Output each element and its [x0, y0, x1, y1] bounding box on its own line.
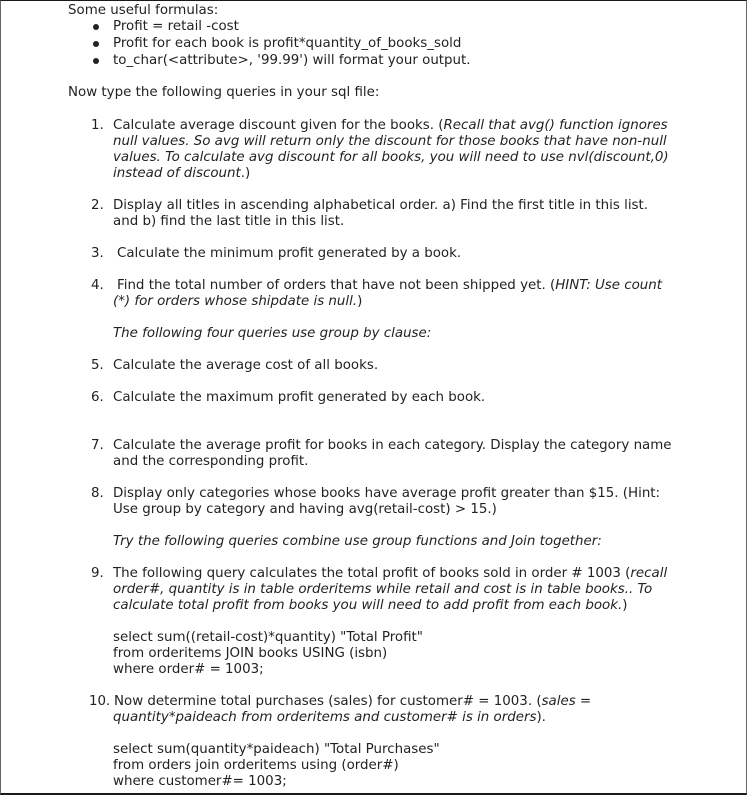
- question-10-close: ).: [536, 710, 546, 725]
- question-1-text: Calculate average discount given for the books. (: [113, 118, 444, 133]
- question-6-text: Calculate the maximum profit generated by each book.: [113, 390, 486, 405]
- question-2-text: and b) find the last title in this list.: [113, 214, 345, 229]
- question-number: 4.: [91, 278, 104, 293]
- instruction-text: Now type the following queries in your sql file:: [68, 85, 380, 100]
- question-1-hint: values. To calculate avg discount for all books, you will need to use nvl(discount,0): [113, 150, 669, 165]
- question-1-line: [113, 166, 250, 182]
- question-4-hint: (*) for orders whose shipdate is null.: [113, 294, 358, 309]
- question-9-hint: order#, quantity is in table orderitems while retail and cost is in table books.. To: [113, 582, 653, 597]
- question-3-text: Calculate the minimum profit generated by a book.: [117, 246, 462, 261]
- formulas-heading: Some useful formulas:: [68, 3, 219, 18]
- question-4-close: ): [357, 294, 363, 309]
- question-1-close: .): [240, 166, 251, 181]
- join-note: Try the following queries combine use group functions and Join together:: [113, 534, 602, 549]
- sql-line: from orders join orderitems using (order#): [113, 758, 399, 773]
- question-4-text: Find the total number of orders that have not been shipped yet. (: [117, 278, 556, 293]
- bullet-icon: [93, 58, 99, 64]
- question-9-line: [113, 566, 667, 582]
- question-number: 10.: [89, 694, 111, 709]
- sql-line: select sum((retail-cost)*quantity) "Total Profit": [113, 630, 423, 645]
- formula-item: Profit for each book is profit*quantity_of_books_sold: [113, 36, 462, 51]
- sql-line: from orderitems JOIN books USING (isbn): [113, 646, 388, 661]
- question-8-text: Use group by category and having avg(retail-cost) > 15.): [113, 502, 497, 517]
- group-by-note: The following four queries use group by clause:: [113, 326, 432, 341]
- sql-line: select sum(quantity*paideach) "Total Purchases": [113, 742, 440, 757]
- question-2-text: Display all titles in ascending alphabetical order. a) Find the first title in this list.: [113, 198, 649, 213]
- question-10-text: Now determine total purchases (sales) for customer# = 1003. (: [114, 694, 542, 709]
- question-1-hint: null values. So avg will return only the discount for those books that have non-null: [113, 134, 667, 149]
- sql-line: where customer#= 1003;: [113, 774, 287, 789]
- question-10-hint: quantity*paideach from orderitems and customer# is in orders: [113, 710, 537, 725]
- formula-item: to_char(<attribute>, '99.99') will format your output.: [113, 53, 471, 68]
- question-number: 2.: [91, 198, 104, 213]
- question-number: 9.: [91, 566, 104, 581]
- question-10-hint: sales =: [541, 694, 592, 709]
- question-4-hint: HINT: Use count: [555, 278, 663, 293]
- question-number: 1.: [91, 118, 104, 133]
- question-number: 5.: [91, 358, 104, 373]
- question-9-hint: recall: [630, 566, 668, 581]
- question-9-close: ): [622, 598, 628, 613]
- question-4-line: [117, 278, 662, 294]
- question-9-text: The following query calculates the total profit of books sold in order # 1003 (: [113, 566, 631, 581]
- bullet-icon: [93, 24, 99, 30]
- bullet-icon: [93, 41, 99, 47]
- question-number: 7.: [91, 438, 104, 453]
- question-4-line: [113, 294, 362, 310]
- question-1-line: [113, 118, 668, 134]
- question-number: 6.: [91, 390, 104, 405]
- question-9-hint: calculate total profit from books you will need to add profit from each book.: [113, 598, 623, 613]
- question-number: 3.: [91, 246, 104, 261]
- sql-line: where order# = 1003;: [113, 662, 264, 677]
- question-1-hint: Recall that avg() function ignores: [443, 118, 668, 133]
- question-5-text: Calculate the average cost of all books.: [113, 358, 379, 373]
- question-7-text: Calculate the average profit for books in each category. Display the category name: [113, 438, 672, 453]
- question-10-line: [113, 710, 546, 726]
- question-8-text: Display only categories whose books have average profit greater than $15. (Hint:: [113, 486, 661, 501]
- question-9-line: [113, 598, 627, 614]
- question-number: 8.: [91, 486, 104, 501]
- formula-item: Profit = retail -cost: [113, 19, 239, 34]
- question-1-hint: instead of discount: [113, 166, 241, 181]
- question-7-text: and the corresponding profit.: [113, 454, 309, 469]
- question-10-line: [114, 694, 591, 710]
